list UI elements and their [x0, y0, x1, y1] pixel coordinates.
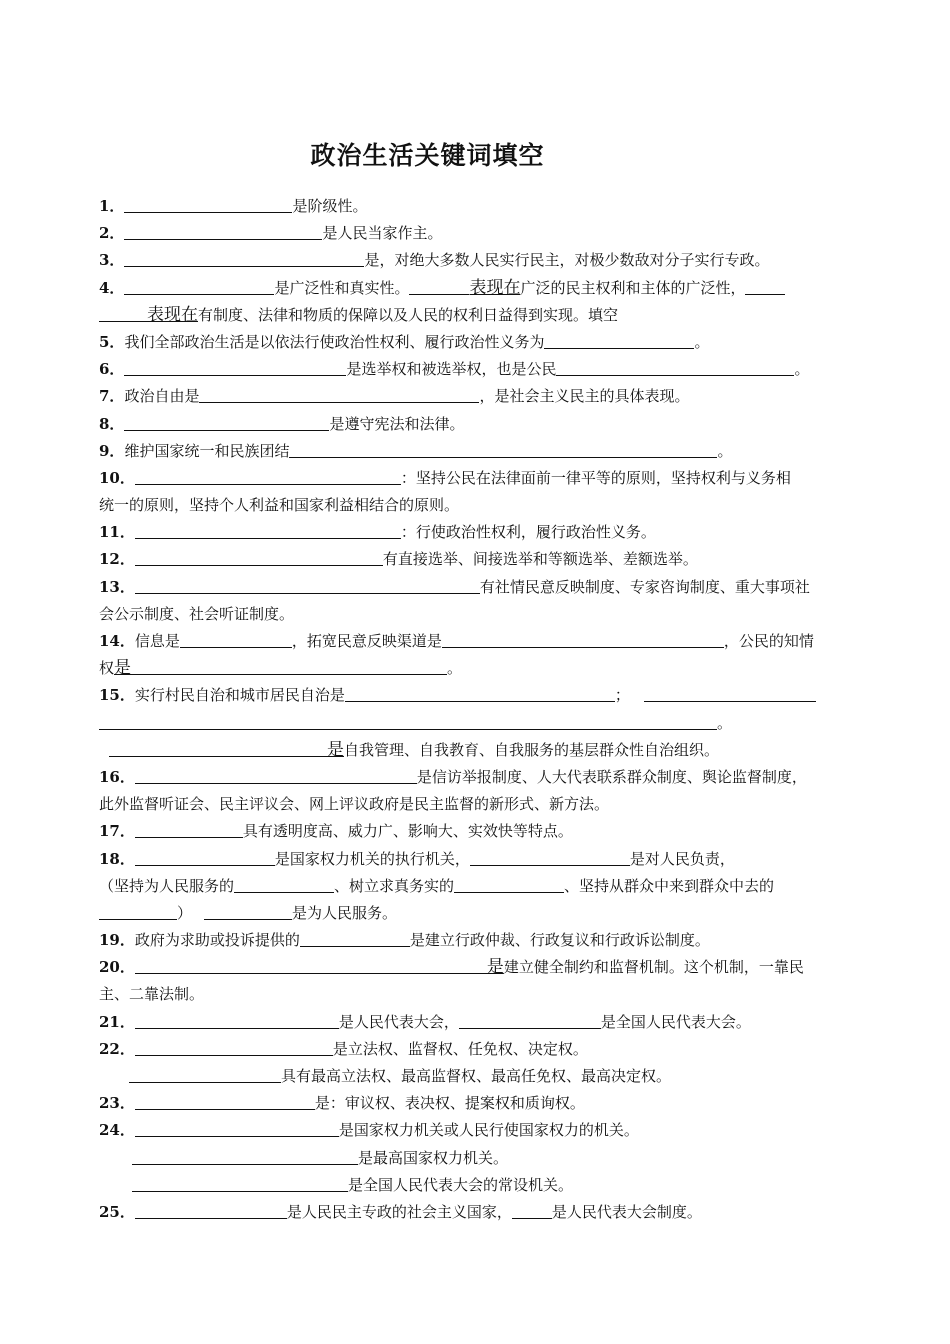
- question-text: 。: [717, 441, 733, 460]
- answer-blank[interactable]: [99, 304, 147, 322]
- answer-blank[interactable]: [131, 657, 447, 675]
- question-10-cont: [99, 492, 854, 519]
- question-20: [99, 954, 854, 981]
- underlined-text: 是: [114, 658, 132, 679]
- question-text: ：坚持公民在法律面前一律平等的原则，坚持权利与义务相: [400, 468, 791, 487]
- question-16-cont: [99, 791, 854, 818]
- answer-blank[interactable]: [135, 820, 243, 838]
- question-22-cont: [99, 1063, 854, 1090]
- answer-blank[interactable]: [459, 1011, 601, 1029]
- answer-blank[interactable]: [99, 902, 177, 920]
- question-17: [99, 818, 854, 845]
- question-text: 是人民民主专政的社会主义国家，: [286, 1202, 512, 1221]
- answer-blank[interactable]: [300, 929, 410, 947]
- question-text: 具有最高立法权、最高监督权、最高任免权、最高决定权。: [281, 1067, 672, 1085]
- answer-blank[interactable]: [124, 358, 346, 376]
- answer-blank[interactable]: [135, 467, 401, 485]
- question-number: 9．: [99, 441, 125, 460]
- answer-blank[interactable]: [644, 684, 816, 702]
- question-8: [99, 411, 854, 438]
- question-text: 是国家权力机关的执行机关，: [274, 849, 470, 868]
- question-20-cont: [99, 981, 854, 1008]
- question-25: [99, 1199, 854, 1226]
- question-number: 18．: [99, 849, 135, 868]
- question-text: 信息是: [134, 632, 180, 650]
- question-text: 政府为求助或投诉提供的: [134, 931, 300, 950]
- question-number: 20．: [99, 958, 135, 977]
- question-text: ）: [177, 903, 193, 922]
- question-number: 2．: [99, 224, 125, 243]
- answer-blank[interactable]: [454, 875, 564, 893]
- question-text: 有制度、法律和物质的保障以及人民的权利日益得到实现。填空: [198, 305, 619, 324]
- answer-blank[interactable]: [135, 548, 383, 566]
- answer-blank[interactable]: [124, 195, 292, 213]
- question-12: [99, 546, 854, 573]
- question-number: 13．: [99, 577, 135, 596]
- question-text: 是立法权、监督权、任免权、决定权。: [332, 1039, 588, 1058]
- question-14-cont: [99, 655, 854, 682]
- question-text: 是广泛性和真实性。: [274, 278, 410, 297]
- question-4: [99, 275, 854, 302]
- question-5: [99, 329, 854, 356]
- question-number: 3．: [99, 251, 125, 270]
- question-text: （坚持为人民服务的: [99, 876, 235, 895]
- question-number: 1．: [99, 197, 125, 215]
- question-text: 是对人民负责，: [629, 849, 735, 868]
- question-text: ；: [614, 686, 630, 705]
- question-text: 建立健全制约和监督机制。这个机制，一靠民: [503, 958, 804, 977]
- question-text: 、坚持从群众中来到群众中去的: [564, 876, 775, 895]
- question-number: 14．: [99, 632, 135, 650]
- question-text: 此外监督听证会、民主评议会、网上评议政府是民主监督的新形式、新方法。: [99, 795, 610, 814]
- question-text: 是信访举报制度、人大代表联系群众制度、舆论监督制度，: [416, 767, 807, 786]
- question-number: 7．: [99, 387, 125, 406]
- question-text: 是全国人民代表大会。: [600, 1012, 751, 1031]
- answer-blank[interactable]: [109, 739, 327, 757]
- question-number: 6．: [99, 360, 125, 379]
- question-text: 是建立行政仲裁、行政复议和行政诉讼制度。: [409, 931, 710, 950]
- question-19: [99, 927, 854, 954]
- question-text: 我们全部政治生活是以依法行使政治性权利、履行政治性义务为: [124, 332, 545, 351]
- question-11: [99, 519, 854, 546]
- question-10: [99, 465, 854, 492]
- question-text: 有直接选举、间接选举和等额选举、差额选举。: [382, 550, 698, 569]
- question-number: 11．: [99, 523, 135, 542]
- question-22: [99, 1036, 854, 1063]
- question-13: [99, 574, 854, 601]
- question-text: ，是社会主义民主的具体表现。: [479, 387, 690, 406]
- question-number: 12．: [99, 550, 135, 569]
- underlined-text: 表现在: [469, 277, 521, 298]
- answer-blank[interactable]: [180, 630, 292, 648]
- question-4-cont: [99, 302, 854, 329]
- underlined-text: 是: [486, 957, 504, 978]
- question-text: 是：审议权、表决权、提案权和质询权。: [314, 1094, 585, 1113]
- answer-blank[interactable]: [409, 277, 469, 295]
- question-text: 维护国家统一和民族团结: [124, 441, 290, 460]
- answer-blank[interactable]: [124, 222, 322, 240]
- answer-blank[interactable]: [345, 684, 615, 702]
- question-6: [99, 356, 854, 383]
- question-number: 17．: [99, 822, 135, 841]
- answer-blank[interactable]: [512, 1201, 552, 1219]
- question-number: 21．: [99, 1012, 135, 1031]
- question-text: 主、二靠法制。: [99, 985, 205, 1004]
- question-text: 自我管理、自我教育、自我服务的基层群众性自治组织。: [344, 740, 720, 759]
- answer-blank[interactable]: [199, 385, 479, 403]
- answer-blank[interactable]: [544, 331, 694, 349]
- answer-blank[interactable]: [204, 902, 292, 920]
- answer-blank[interactable]: [124, 277, 274, 295]
- question-number: 25．: [99, 1202, 135, 1221]
- question-number: 8．: [99, 414, 125, 433]
- answer-blank[interactable]: [556, 358, 794, 376]
- answer-blank[interactable]: [99, 712, 717, 730]
- question-text: 。: [794, 360, 810, 379]
- answer-blank[interactable]: [135, 1038, 333, 1056]
- answer-blank[interactable]: [135, 1201, 287, 1219]
- question-18: [99, 846, 854, 873]
- question-text: 是选举权和被选举权，也是公民: [346, 360, 557, 379]
- question-text: 。: [694, 332, 710, 351]
- question-text: 是，对绝大多数人民实行民主，对极少数敌对分子实行专政。: [364, 251, 770, 270]
- question-7: [99, 383, 854, 410]
- question-3: [99, 247, 854, 274]
- question-15-cont2: [99, 737, 854, 764]
- question-24-cont2: [99, 1172, 854, 1199]
- question-1: [99, 193, 854, 220]
- answer-blank[interactable]: [135, 1092, 315, 1110]
- answer-blank[interactable]: [289, 440, 717, 458]
- question-list: [99, 193, 854, 1226]
- question-text: 权: [99, 659, 115, 678]
- question-text: ：行使政治性权利，履行政治性义务。: [400, 523, 656, 542]
- question-23: [99, 1090, 854, 1117]
- question-13-cont: [99, 601, 854, 628]
- question-18-cont: [99, 873, 854, 900]
- question-text: 是国家权力机关或人民行使国家权力的机关。: [338, 1121, 639, 1140]
- answer-blank[interactable]: [135, 1119, 339, 1137]
- question-15-cont: [99, 710, 854, 737]
- question-24: [99, 1117, 854, 1144]
- question-text: ，公民的知情: [723, 632, 814, 650]
- question-number: 24．: [99, 1121, 135, 1140]
- question-number: 5．: [99, 332, 125, 351]
- question-21: [99, 1009, 854, 1036]
- question-text: 实行村民自治和城市居民自治是: [134, 686, 345, 705]
- question-16: [99, 764, 854, 791]
- question-number: 19．: [99, 931, 135, 950]
- question-text: 统一的原则，坚持个人利益和国家利益相结合的原则。: [99, 496, 460, 515]
- question-text: 是人民当家作主。: [322, 224, 443, 243]
- answer-blank[interactable]: [132, 1147, 358, 1165]
- question-15: [99, 682, 854, 709]
- question-text: 是阶级性。: [292, 197, 368, 215]
- question-text: 是遵守宪法和法律。: [329, 414, 465, 433]
- underlined-text: 表现在: [147, 304, 198, 325]
- question-9: [99, 438, 854, 465]
- question-text: 会公示制度、社会听证制度。: [99, 604, 295, 623]
- question-14: [99, 628, 854, 655]
- answer-blank[interactable]: [124, 249, 364, 267]
- question-text: 、树立求真务实的: [334, 876, 455, 895]
- question-text: 有社情民意反映制度、专家咨询制度、重大事项社: [479, 577, 810, 596]
- answer-blank[interactable]: [745, 277, 785, 295]
- answer-blank[interactable]: [129, 1065, 281, 1083]
- question-text: 。: [717, 713, 733, 732]
- question-2: [99, 220, 854, 247]
- answer-blank[interactable]: [135, 1011, 339, 1029]
- answer-blank[interactable]: [135, 576, 480, 594]
- question-number: 16．: [99, 767, 135, 786]
- answer-blank[interactable]: [470, 848, 630, 866]
- question-text: 。: [447, 659, 463, 678]
- question-number: 10．: [99, 468, 135, 487]
- question-text: 是最高国家权力机关。: [358, 1148, 509, 1167]
- underlined-text: 是: [327, 739, 344, 760]
- answer-blank[interactable]: [124, 413, 329, 431]
- answer-blank[interactable]: [234, 875, 334, 893]
- question-text: 是为人民服务。: [292, 903, 398, 922]
- question-text: 政治自由是: [124, 387, 200, 406]
- question-number: 23．: [99, 1094, 135, 1113]
- question-text: 广泛的民主权利和主体的广泛性，: [520, 278, 746, 297]
- answer-blank[interactable]: [135, 766, 417, 784]
- page-title: 政治生活关键词填空: [310, 141, 545, 170]
- question-text: 是人民代表大会，: [338, 1012, 459, 1031]
- answer-blank[interactable]: [132, 1174, 348, 1192]
- answer-blank[interactable]: [442, 630, 724, 648]
- question-number: 15．: [99, 686, 135, 705]
- answer-blank[interactable]: [135, 848, 275, 866]
- question-text: ，拓宽民意反映渠道是: [291, 632, 442, 650]
- question-24-cont: [99, 1145, 854, 1172]
- question-text: 是人民代表大会制度。: [551, 1202, 702, 1221]
- question-18-cont2: [99, 900, 854, 927]
- question-text: 具有透明度高、威力广、影响大、实效快等特点。: [242, 822, 573, 841]
- question-text: 是全国人民代表大会的常设机关。: [348, 1175, 574, 1194]
- answer-blank[interactable]: [135, 521, 401, 539]
- question-number: 22．: [99, 1039, 135, 1058]
- answer-blank[interactable]: [135, 956, 487, 974]
- question-number: 4．: [99, 278, 125, 297]
